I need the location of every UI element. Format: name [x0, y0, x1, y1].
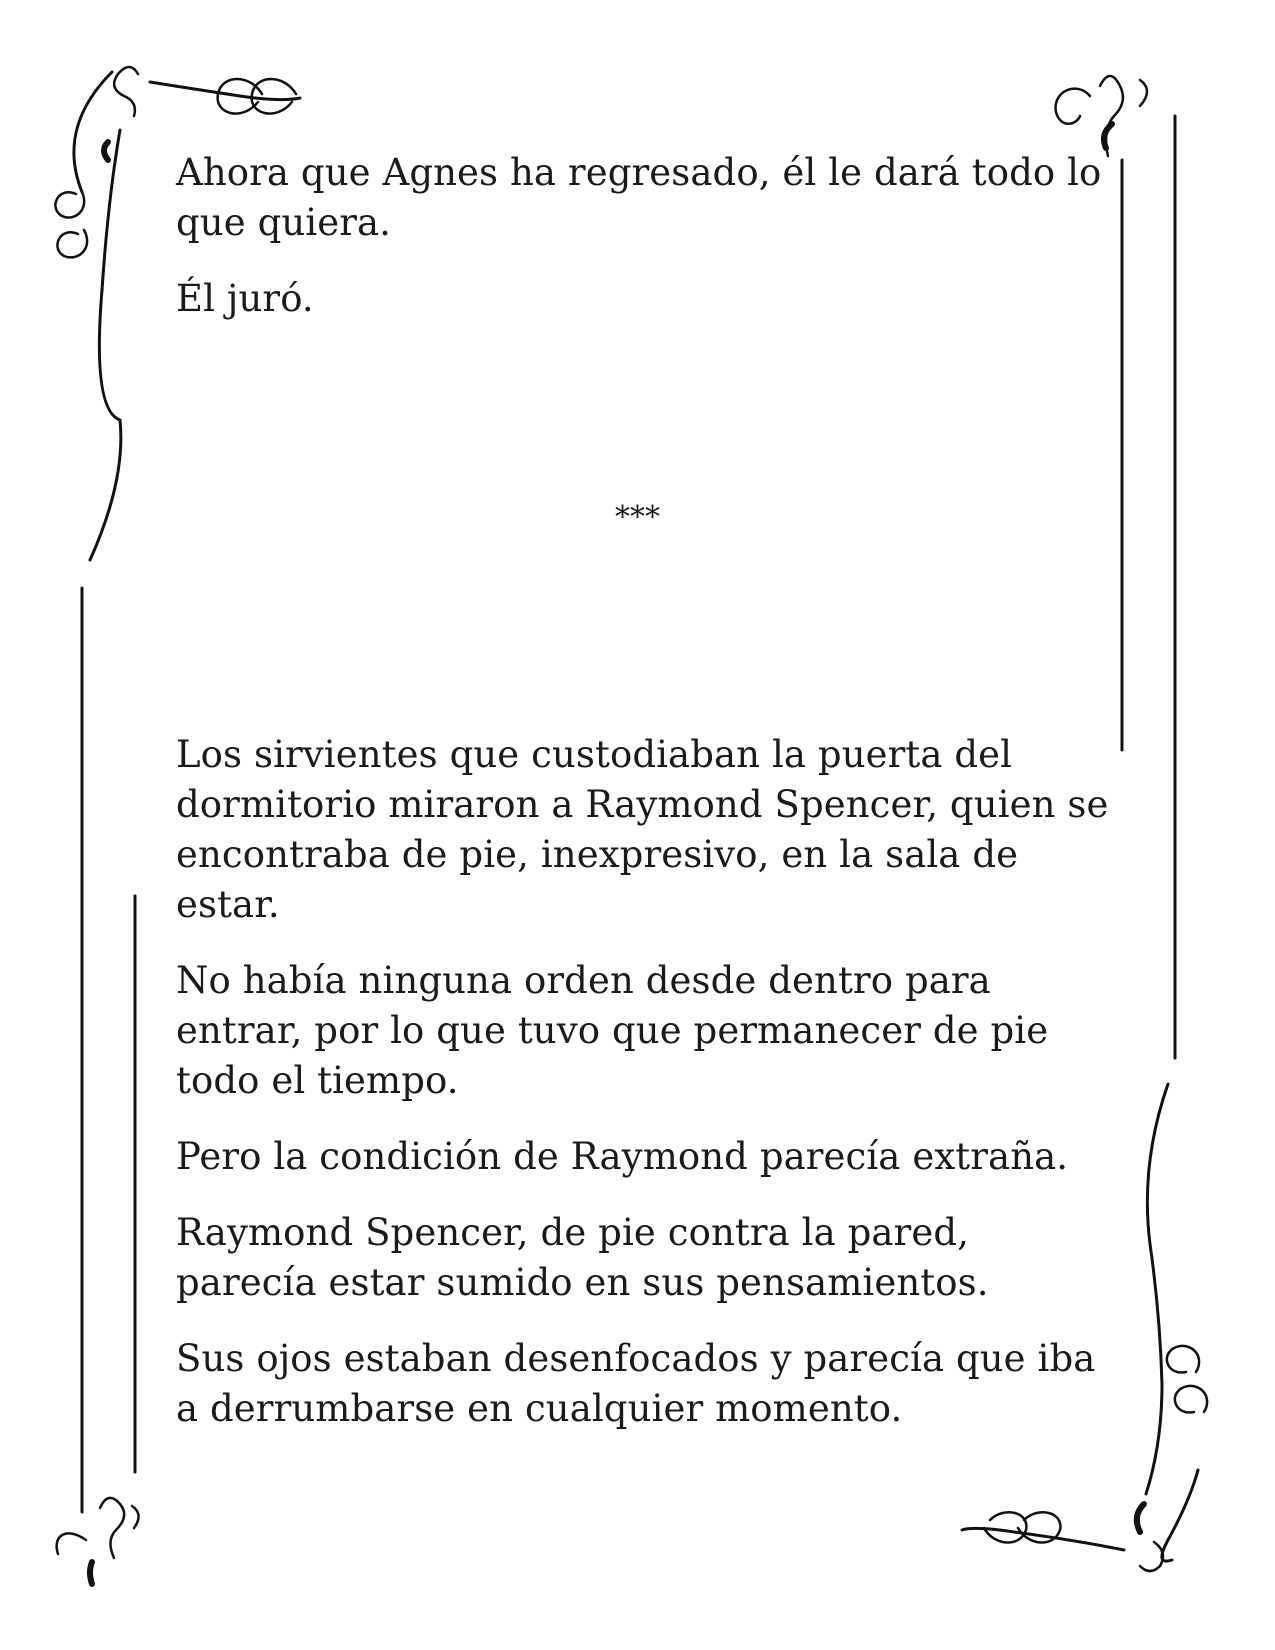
paragraph-3: Los sirvientes que custodiaban la puerta del dormitorio miraron a Raymond Spencer, quien se encontraba de pie, inexpresivo, en la sala de estar.: [176, 733, 1109, 926]
paragraph-5: Pero la condición de Raymond parecía extraña.: [176, 1135, 1069, 1178]
paragraph-6: Raymond Spencer, de pie contra la pared, parecía estar sumido en sus pensamientos.: [176, 1211, 989, 1304]
top-right-flourish-icon: [1056, 76, 1147, 156]
paragraph-1: Ahora que Agnes ha regresado, él le dará todo lo que quiera.: [176, 151, 1102, 244]
paragraph-4: No había ninguna orden desde dentro para entrar, por lo que tuvo que permanecer de pie todo el tiempo.: [176, 959, 1049, 1102]
scene-separator: ***: [615, 500, 660, 535]
bottom-left-flourish-icon: [57, 1498, 139, 1584]
paragraph-7: Sus ojos estaban desenfocados y parecía que iba a derrumbarse en cualquier momento.: [176, 1337, 1096, 1430]
paragraph-2: Él juró.: [176, 277, 314, 320]
